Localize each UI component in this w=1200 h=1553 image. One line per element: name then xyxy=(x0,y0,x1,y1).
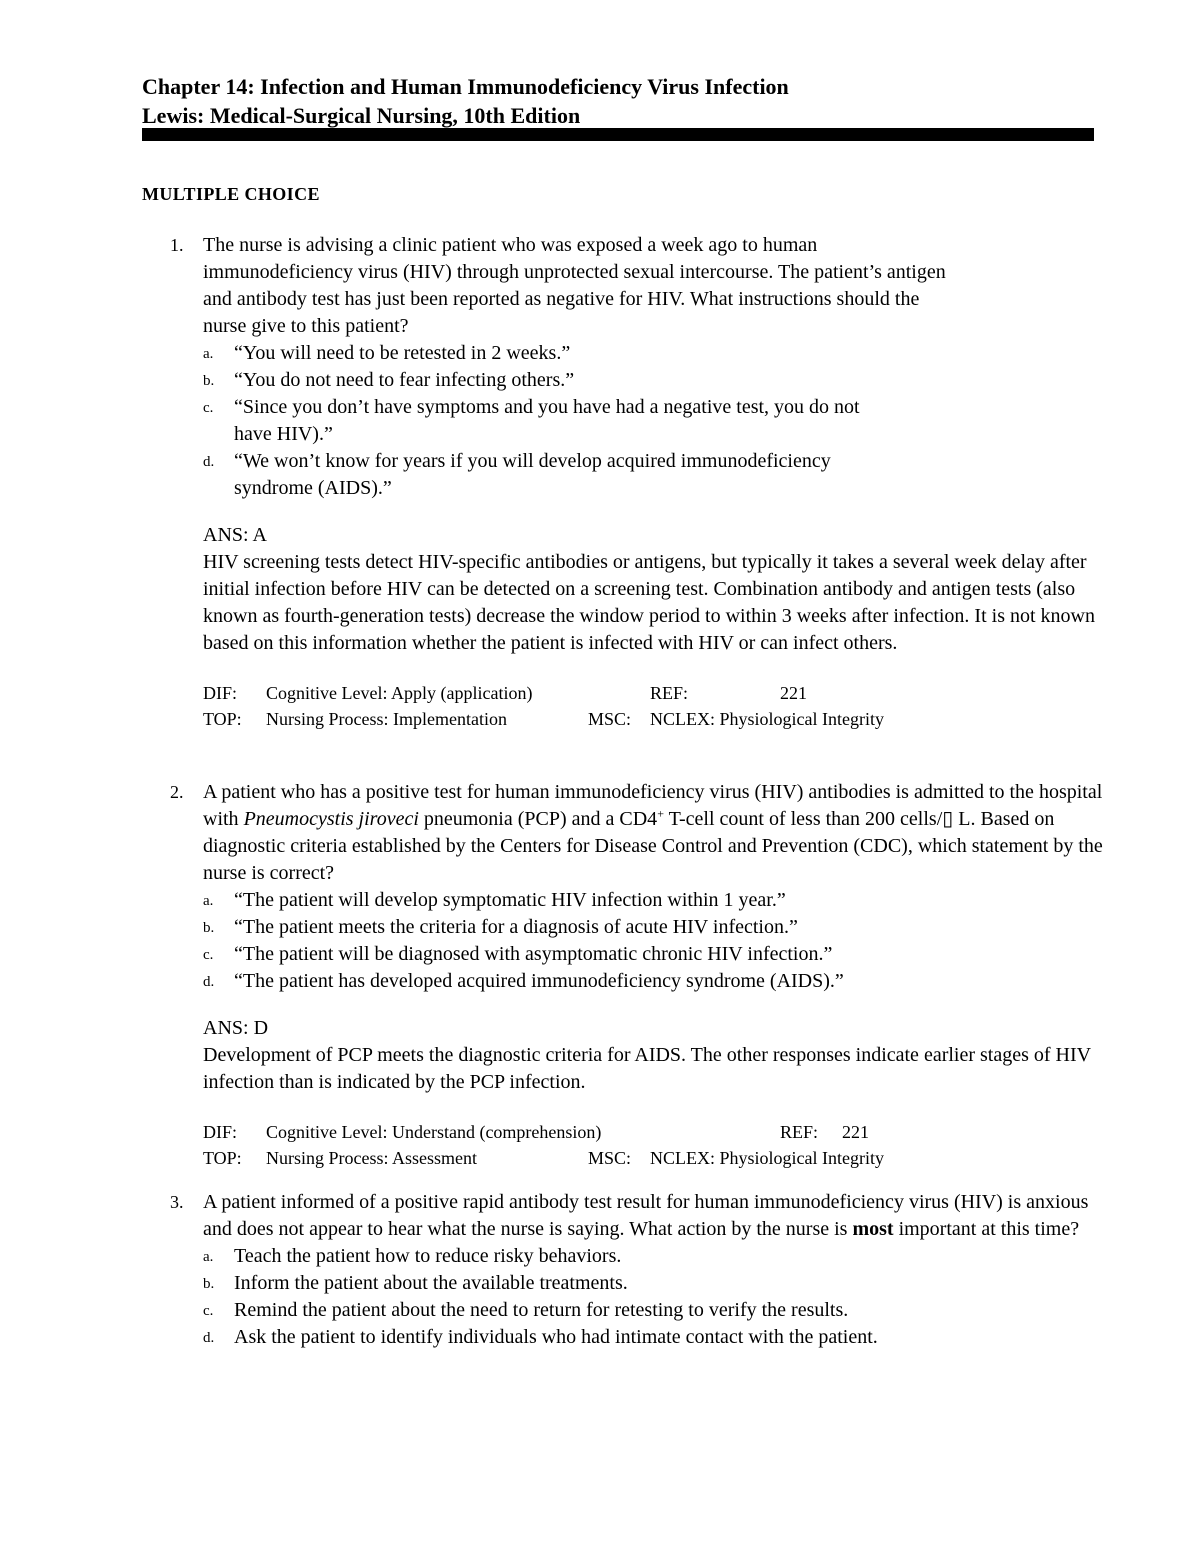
option-text: “The patient will be diagnosed with asymptomatic chronic HIV infection.” xyxy=(234,943,833,965)
chapter-title: Chapter 14: Infection and Human Immunodeficiency Virus Infection xyxy=(142,74,789,99)
option-text: “The patient will develop symptomatic HIV infection within 1 year.” xyxy=(234,889,786,911)
option-letter: b. xyxy=(203,920,215,936)
option-text: “Since you don’t have symptoms and you have had a negative test, you do not have HIV).” xyxy=(234,396,860,445)
option-text: “We won’t know for years if you will develop acquired immunodeficiency syndrome (AIDS).” xyxy=(234,450,831,499)
emphasis: most xyxy=(852,1218,894,1240)
answer: ANS: D xyxy=(203,1017,269,1039)
option-letter: b. xyxy=(203,1276,215,1292)
option-d xyxy=(203,448,1105,502)
option-c xyxy=(203,1297,1105,1324)
header-rule xyxy=(142,128,1094,141)
option-b xyxy=(203,914,1105,941)
option-text: Ask the patient to identify individuals who had intimate contact with the patient. xyxy=(234,1326,878,1348)
rationale: HIV screening tests detect HIV-specific antibodies or antigens, but typically it takes a several week delay after initial infection before HIV can be detected on a screening test. Combination antibody and antigen tests (also known as fourth-generation tests) decrease the window period to within 3 weeks after infection. It is not known based on this information whether the patient is infected with HIV or can infect others. xyxy=(203,551,1095,654)
dif-value: Cognitive Level: Understand (comprehension) xyxy=(266,1122,602,1142)
dif-value: Cognitive Level: Apply (application) xyxy=(266,683,533,703)
dif-label: DIF: xyxy=(203,683,238,703)
option-letter: d. xyxy=(203,1330,215,1346)
top-label: TOP: xyxy=(203,709,242,729)
book-title: Lewis: Medical-Surgical Nursing, 10th Edition xyxy=(142,103,581,128)
question-number: 3. xyxy=(170,1192,184,1212)
question-stem: A patient who has a positive test for human immunodeficiency virus (HIV) antibodies is admitted to the hospital with Pneumocystis jiroveci pneumonia (PCP) and a CD4+ T-cell count of less than 200 cells/▯ L. Based on diagnostic criteria established by the Centers for Disease Control and Prevention (CDC), which statement by the nurse is correct? xyxy=(203,781,1103,884)
question-2 xyxy=(170,779,1105,1171)
question-3 xyxy=(170,1189,1105,1351)
option-letter: b. xyxy=(203,373,215,389)
organism-name: Pneumocystis jiroveci xyxy=(243,808,419,830)
option-letter: a. xyxy=(203,1249,214,1265)
dif-label: DIF: xyxy=(203,1122,238,1142)
option-text: Teach the patient how to reduce risky behaviors. xyxy=(234,1245,622,1267)
msc-value: NCLEX: Physiological Integrity xyxy=(650,709,884,729)
top-label: TOP: xyxy=(203,1148,242,1168)
msc-label: MSC: xyxy=(588,1148,632,1168)
option-text: Inform the patient about the available treatments. xyxy=(234,1272,628,1294)
option-b xyxy=(203,367,1105,394)
option-letter: a. xyxy=(203,893,214,909)
question-1 xyxy=(170,232,1105,732)
option-c xyxy=(203,394,1105,448)
option-letter: a. xyxy=(203,346,214,362)
ref-label: REF: xyxy=(780,1122,819,1142)
option-text: “You will need to be retested in 2 weeks.” xyxy=(234,342,571,364)
question-number: 1. xyxy=(170,235,184,255)
option-d xyxy=(203,1324,1105,1351)
msc-label: MSC: xyxy=(588,709,632,729)
answer: ANS: A xyxy=(203,524,267,546)
question-stem: A patient informed of a positive rapid antibody test result for human immunodeficiency virus (HIV) is anxious and does not appear to hear what the nurse is saying. What action by the nurse is most important at this time? xyxy=(203,1191,1089,1240)
question-meta xyxy=(203,1119,1105,1171)
option-text: Remind the patient about the need to return for retesting to verify the results. xyxy=(234,1299,849,1321)
ref-label: REF: xyxy=(650,683,689,703)
option-c xyxy=(203,941,1105,968)
question-meta xyxy=(203,680,1105,732)
option-letter: c. xyxy=(203,1303,214,1319)
option-a xyxy=(203,340,1105,367)
option-letter: d. xyxy=(203,454,215,470)
option-text: “The patient has developed acquired immunodeficiency syndrome (AIDS).” xyxy=(234,970,844,992)
option-a xyxy=(203,1243,1105,1270)
option-a xyxy=(203,887,1105,914)
option-d xyxy=(203,968,1105,995)
section-heading: MULTIPLE CHOICE xyxy=(142,184,320,204)
option-letter: d. xyxy=(203,974,215,990)
option-text: “The patient meets the criteria for a diagnosis of acute HIV infection.” xyxy=(234,916,798,938)
top-value: Nursing Process: Assessment xyxy=(266,1148,477,1168)
ref-value: 221 xyxy=(780,683,807,703)
rationale: Development of PCP meets the diagnostic criteria for AIDS. The other responses indicate earlier stages of HIV infection than is indicated by the PCP infection. xyxy=(203,1044,1091,1093)
ref-value: 221 xyxy=(842,1122,869,1142)
option-letter: c. xyxy=(203,947,214,963)
option-letter: c. xyxy=(203,400,214,416)
option-b xyxy=(203,1270,1105,1297)
question-stem: The nurse is advising a clinic patient who was exposed a week ago to human immunodeficiency virus (HIV) through unprotected sexual intercourse. The patient’s antigen and antibody test has just been reported as negative for HIV. What instructions should the nurse give to this patient? xyxy=(203,234,946,337)
msc-value: NCLEX: Physiological Integrity xyxy=(650,1148,884,1168)
option-text: “You do not need to fear infecting others.” xyxy=(234,369,575,391)
header xyxy=(142,72,789,130)
question-number: 2. xyxy=(170,782,184,802)
top-value: Nursing Process: Implementation xyxy=(266,709,507,729)
